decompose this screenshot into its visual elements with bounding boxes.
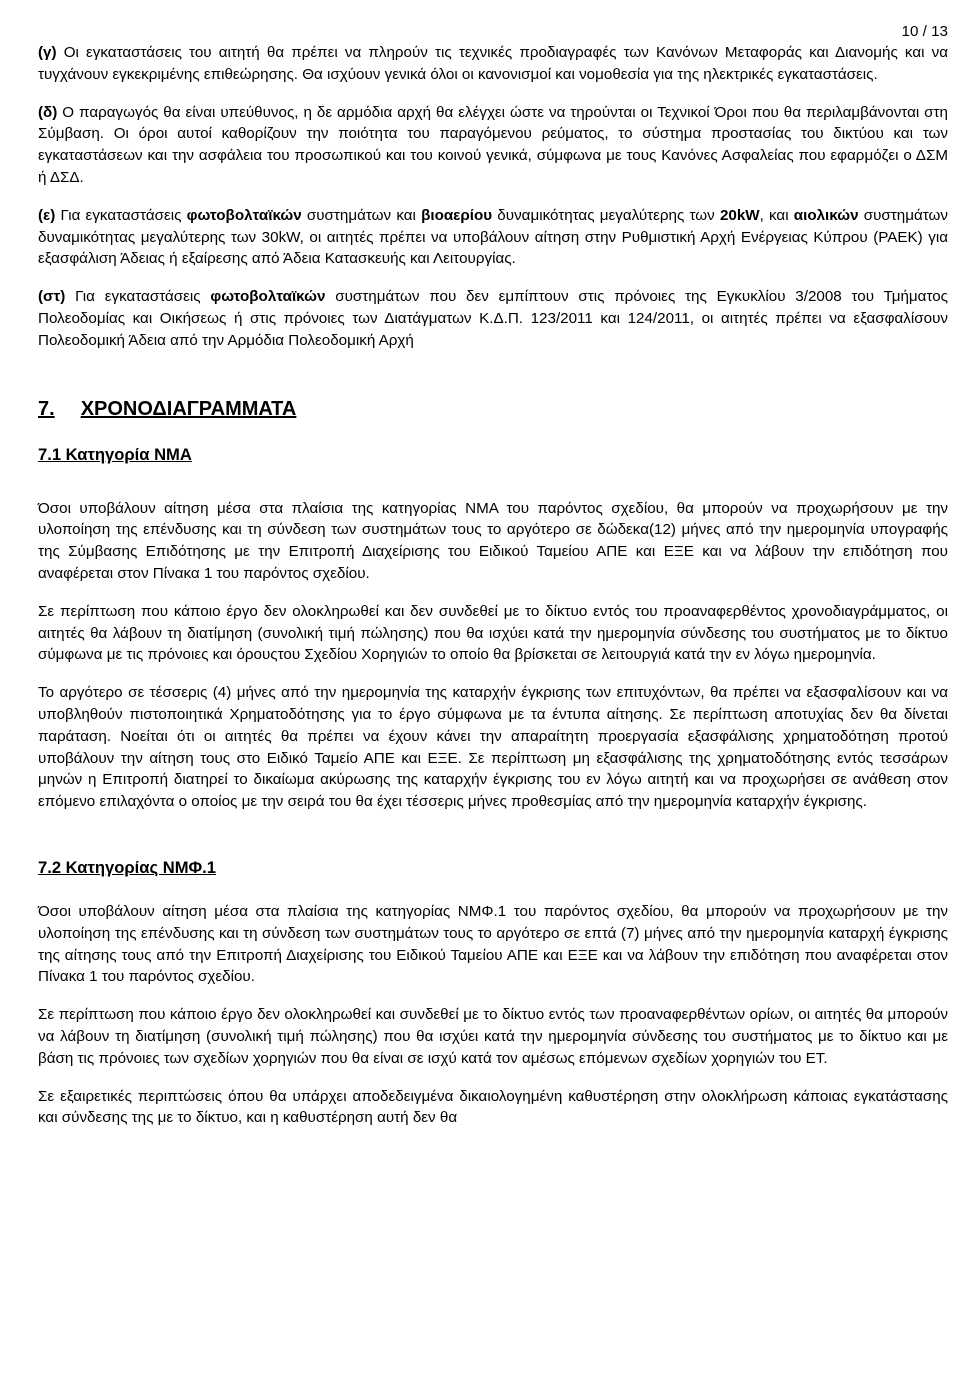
bold-term: φωτοβολταϊκών [210, 288, 326, 306]
text-run: Για εγκαταστάσεις [65, 288, 211, 306]
paragraph-label: (γ) [38, 44, 57, 61]
section-7-2-paragraph-2: Σε περίπτωση που κάποιο έργο δεν ολοκληρωθεί και συνδεθεί με το δίκτυο εντός των προαναφερθέντων ορίων, οι αιτητές θα μπορούν να λάβουν τη διατίμηση (συνολική τιμή πώλησης) που θα ισχύει κατά την ημερομηνία σύνδεσης του συστήματος με το δίκτυο και με βάση τις πρόνοιες των σχεδίων χορηγιών που θα είναι σε ισχύ κατά τον αμέσως επόμενων σχεδίων χορηγιών του ΕΤ. [38, 1006, 948, 1067]
text-run: δυναμικότητας μεγαλύτερης των [492, 206, 720, 224]
bold-term: αιολικών [793, 206, 859, 224]
paragraph-text: Οι εγκαταστάσεις του αιτητή θα πρέπει να πληρούν τις τεχνικές προδιαγραφές των Κανόνων Μεταφοράς και Διανομής και να τυγχάνουν εγκεκριμένης επιθεώρησης. Θα ισχύουν γενικά όλοι οι κανονισμοί και νομοθεσία για της ηλεκτρικές εγκαταστάσεις. [38, 44, 948, 83]
text-run: συστημάτων δυναμικότητας μεγαλύτερης των 30kW, οι αιτητές πρέπει να υποβάλουν αίτηση στην Ρυθμιστική Αρχή Ενέργειας Κύπρου (ΡΑΕΚ) για εξασφάλιση Άδειας ή εξαίρεσης από Άδεια Κατασκευής και Λειτουργίας. [38, 206, 948, 268]
bold-term: φωτοβολταϊκών [186, 206, 302, 224]
paragraph-e [38, 205, 948, 270]
document-body [38, 42, 948, 1129]
text-run: , και [759, 206, 794, 224]
paragraph-label: (στ) [38, 288, 66, 306]
paragraph-st [38, 286, 948, 351]
text-run: συστημάτων και [301, 206, 422, 224]
section-7-1-paragraph-1: Όσοι υποβάλουν αίτηση μέσα στα πλαίσια της κατηγορίας ΝΜΑ του παρόντος σχεδίου, θα μπορούν να προχωρήσουν με την υλοποίηση της επένδυσης και τη σύνδεση των συστημάτων τους το αργότερο σε δώδεκα(12) μήνες από την ημερομηνία υπογραφής της Σύμβασης Επιδότησης με την Επιτροπή Διαχείρισης του Ειδικού Ταμείου ΑΠΕ και ΕΞΕ και να λάβουν την επιδότηση που αναφέρεται στον Πίνακα 1 του παρόντος σχεδίου. [38, 499, 948, 582]
section-7-1-paragraph-2: Σε περίπτωση που κάποιο έργο δεν ολοκληρωθεί και δεν συνδεθεί με το δίκτυο εντός του προαναφερθέντος χρονοδιαγράμματος, οι αιτητές θα λάβουν τη διατίμηση (συνολική τιμή πώλησης) που θα ισχύει κατά την ημερομηνία σύνδεσης του συστήματος με το δίκτυο σύμφωνα με τις πρόνοιες και όρουςτου Σχεδίου Χορηγιών το οποίο θα βρίσκεται σε λειτουργιά κατά την εν λόγω ημερομηνία. [38, 602, 948, 664]
text-run: συστημάτων που δεν εμπίπτουν στις πρόνοιες της Εγκυκλίου 3/2008 του Τμήματος Πολεοδομίας και Οικήσεως ή στις πρόνοιες των Διατάγματων Κ.Δ.Π. 123/2011 και 124/2011, οι αιτητές πρέπει να εξασφαλίσουν Πολεοδομική Άδεια από την Αρμόδια Πολεοδομική Αρχή [38, 288, 948, 349]
section-7-2-paragraph-1: Όσοι υποβάλουν αίτηση μέσα στα πλαίσια της κατηγορίας ΝΜΦ.1 του παρόντος σχεδίου, θα μπορούν να προχωρήσουν με την υλοποίηση της επένδυσης και τη σύνδεση των συστημάτων τους το αργότερο σε επτά (7) μήνες από την ημερομηνία καταρχή έγκρισης της αίτησης τους από την Επιτροπή Διαχείρισης του Ειδικού Ταμείου ΑΠΕ και ΕΞΕ και να λάβουν την επιδότηση που αναφέρεται στον Πίνακα 1 του παρόντος σχεδίου. [38, 902, 948, 986]
paragraph-g [38, 42, 948, 86]
section-number: 7. [38, 397, 55, 420]
text-run: Για εγκαταστάσεις [55, 206, 187, 224]
paragraph-label: (δ) [38, 103, 58, 121]
paragraph-d [38, 102, 948, 189]
section-7-1-heading: 7.1 Κατηγορία ΝΜΑ [38, 444, 192, 464]
section-title: ΧΡΟΝΟΔΙΑΓΡΑΜΜΑΤΑ [80, 397, 297, 420]
section-7-2-paragraph-3: Σε εξαιρετικές περιπτώσεις όπου θα υπάρχει αποδεδειγμένα δικαιολογημένη καθυστέρηση στην ολοκλήρωση κάποιας εγκατάστασης και σύνδεσης της με το δίκτυο, και η καθυστέρηση αυτή δεν θα [38, 1087, 948, 1127]
page-number: 10 / 13 [901, 23, 948, 40]
bold-term: 20kW [719, 206, 760, 224]
bold-term: βιοαερίου [421, 206, 493, 224]
paragraph-text: Ο παραγωγός θα είναι υπεύθυνος, η δε αρμόδια αρχή θα ελέγχει ώστε να τηρούνται οι Τεχνικοί Όροι που θα περιλαμβάνονται στη Σύμβαση. Οι όροι αυτοί καθορίζουν την ποιότητα του παραγόμενου ρεύματος, το σύστημα προστασίας του δικτύου και των εγκαταστάσεων και την ασφάλεια του προσωπικού και του κοινού γενικά, σύμφωνα με τους Κανόνες Ασφαλείας που εφαρμόζει ο ΔΣΜ ή ΔΣΔ. [38, 103, 948, 186]
section-7-2-heading: 7.2 Κατηγορίας ΝΜΦ.1 [38, 857, 216, 877]
section-7-1-paragraph-3: Το αργότερο σε τέσσερις (4) μήνες από την ημερομηνία της καταρχήν έγκρισης των επιτυχόντων, θα πρέπει να εξασφαλίσουν και να υποβληθούν πιστοποιητικά Χρηματοδότησης για το έργο σύμφωνα με τα έντυπα αίτησης. Σε περίπτωση αποτυχίας δεν θα δίνεται παράταση. Νοείται ότι οι αιτητές θα πρέπει να έχουν κάνει την απαραίτητη προεργασία εξασφάλισης χρηματοδότηση προτού υποβάλουν την αίτηση τους στο Ειδικό Ταμείο ΑΠΕ και ΕΞΕ. Σε περίπτωση μη εξασφάλισης της χρηματοδότησης εντός τεσσάρων μηνών η Επιτροπή διατηρεί το δικαίωμα ακύρωσης της καταρχήν έγκρισης του εν λόγω αιτητή και να προχωρήσει σε ανάθεση στον επόμενο επιλαχόντα ο οποίος με την σειρά του θα έχει τέσσερις μήνες προθεσμίας από την ημερομηνία καταρχήν έγκρισης. [38, 684, 948, 811]
paragraph-label: (ε) [38, 206, 56, 224]
section-7-heading [38, 396, 948, 422]
